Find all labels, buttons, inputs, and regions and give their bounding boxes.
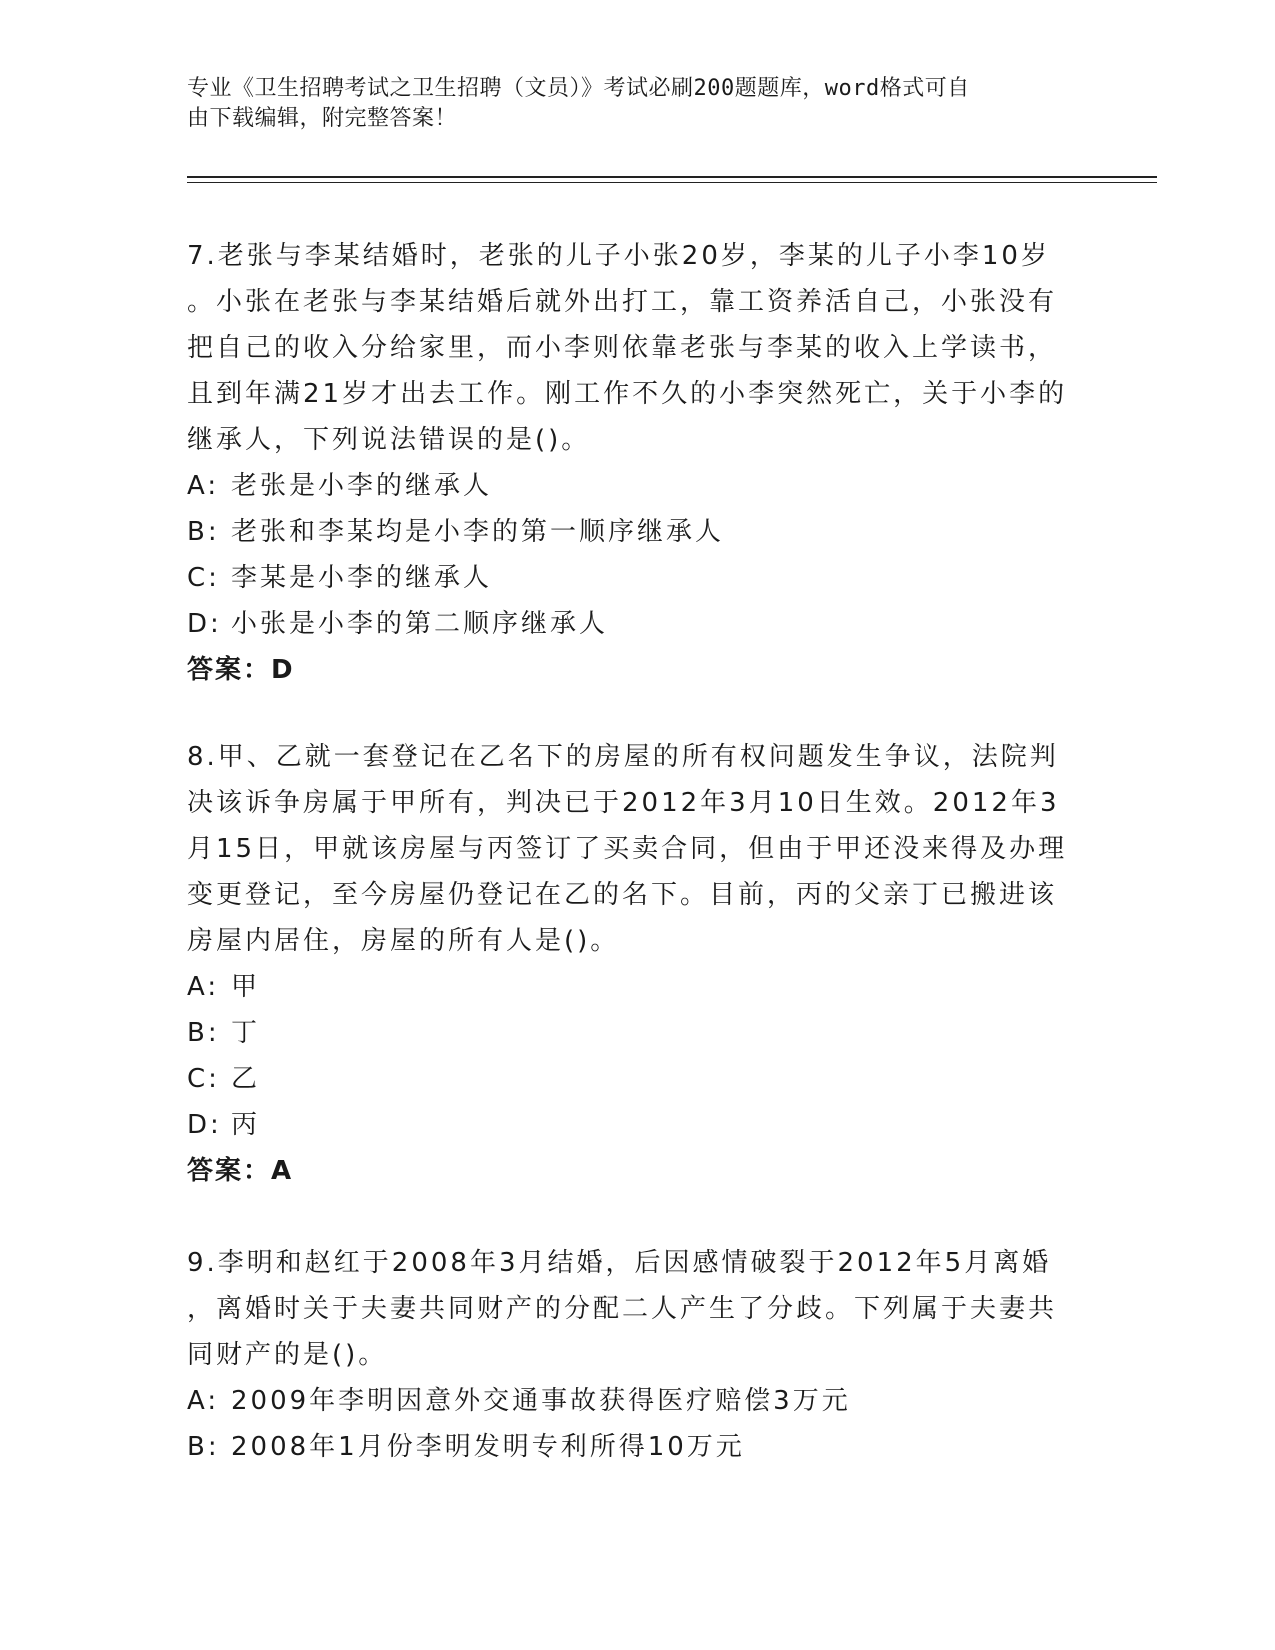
option-letter: A:	[187, 1386, 220, 1416]
header-divider-thin	[187, 182, 1157, 183]
option-d	[187, 1102, 1087, 1148]
option-b	[187, 1424, 1087, 1470]
document-header: 专业《卫生招聘考试之卫生招聘（文员）》考试必刷200题题库，word格式可自 由下载编辑，附完整答案！	[187, 76, 970, 131]
option-text: 老张和李某均是小李的第一顺序继承人	[231, 517, 725, 547]
option-letter: D:	[187, 609, 222, 639]
option-text: 李某是小李的继承人	[231, 563, 493, 593]
option-text: 老张是小李的继承人	[231, 471, 493, 501]
option-d	[187, 601, 1087, 647]
option-a	[187, 463, 1087, 509]
option-a	[187, 964, 1087, 1010]
option-b	[187, 509, 1087, 555]
option-letter: C:	[187, 1064, 220, 1094]
option-letter: B:	[187, 517, 220, 547]
option-letter: A:	[187, 471, 220, 501]
header-divider-thick	[187, 176, 1157, 178]
question-8	[187, 734, 1087, 1194]
option-letter: B:	[187, 1432, 220, 1462]
question-7	[187, 233, 1087, 693]
option-letter: D:	[187, 1110, 222, 1140]
option-text: 甲	[231, 972, 261, 1002]
option-text: 乙	[231, 1064, 261, 1094]
answer-line: 答案：A	[187, 1156, 294, 1186]
option-c	[187, 555, 1087, 601]
question-stem: 7.老张与李某结婚时，老张的儿子小张20岁，李某的儿子小李10岁 。小张在老张与李某结婚后就外出打工，靠工资养活自己，小张没有 把自己的收入分给家里，而小李则依靠老张与李某的收入上学读书， 且到年满21岁才出去工作。刚工作不久的小李突然死亡，关于小李的 继承人，下列说法错误的是()。	[187, 241, 1068, 455]
option-letter: A:	[187, 972, 220, 1002]
option-c	[187, 1056, 1087, 1102]
option-b	[187, 1010, 1087, 1056]
option-text: 2009年李明因意外交通事故获得医疗赔偿3万元	[231, 1386, 851, 1416]
option-letter: C:	[187, 563, 220, 593]
option-text: 2008年1月份李明发明专利所得10万元	[231, 1432, 745, 1462]
option-letter: B:	[187, 1018, 220, 1048]
option-a	[187, 1378, 1087, 1424]
option-text: 丁	[231, 1018, 261, 1048]
option-text: 小张是小李的第二顺序继承人	[231, 609, 609, 639]
answer-line: 答案：D	[187, 655, 295, 685]
question-stem: 9.李明和赵红于2008年3月结婚，后因感情破裂于2012年5月离婚 ，离婚时关于夫妻共同财产的分配二人产生了分歧。下列属于夫妻共 同财产的是()。	[187, 1248, 1058, 1370]
question-9	[187, 1240, 1087, 1470]
option-text: 丙	[231, 1110, 261, 1140]
question-stem: 8.甲、乙就一套登记在乙名下的房屋的所有权问题发生争议，法院判 决该诉争房属于甲所有，判决已于2012年3月10日生效。2012年3 月15日，甲就该房屋与丙签订了买卖合同，但由于甲还没来得及办理 变更登记，至今房屋仍登记在乙的名下。目前，丙的父亲丁已搬进该 房屋内居住，房屋的所有人是()。	[187, 742, 1068, 956]
